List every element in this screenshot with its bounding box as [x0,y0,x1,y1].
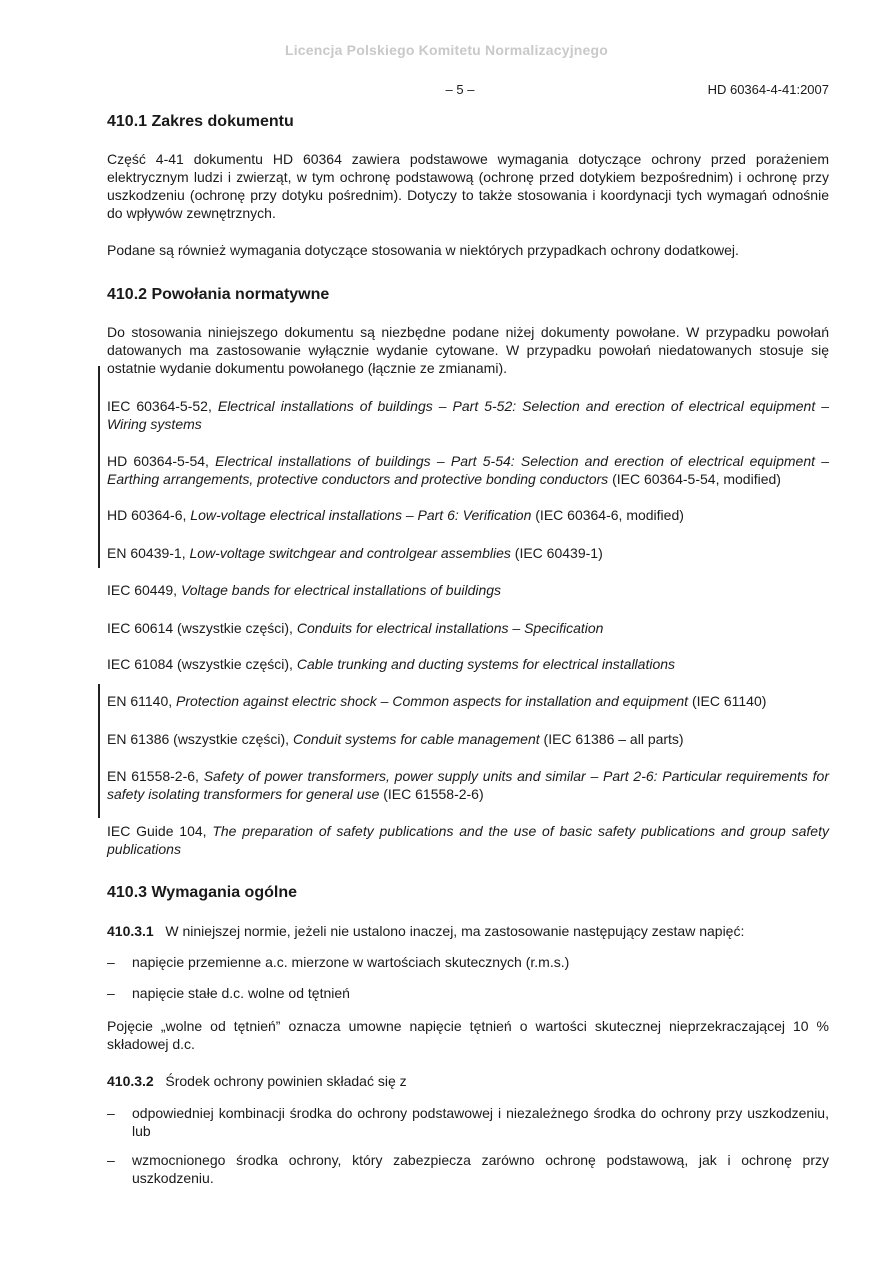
reference-item [107,506,829,524]
ref-suffix: (IEC 60364-5-54, modified) [608,471,781,487]
clause-number: 410.3.1 [107,923,154,939]
watermark: Licencja Polskiego Komitetu Normalizacyjnego [284,42,609,58]
dash: – [107,1152,115,1168]
document-id: HD 60364-4-41:2007 [707,82,829,97]
ref-title: Electrical installations of buildings – Part 5-54: Selection and erection of electrical equipment – Earthing arrangements, protective conductors and protective bonding conductors [107,453,829,487]
list-item-text: napięcie przemienne a.c. mierzone w wartościach skutecznych (r.m.s.) [132,954,570,970]
dash: – [107,1105,115,1121]
ref-title: Low-voltage switchgear and controlgear assemblies [189,545,511,561]
clause-number: 410.3.2 [107,1073,154,1089]
list-item-text: wzmocnionego środka ochrony, który zabezpiecza zarówno ochronę podstawową, jak i ochronę przy uszkodzeniu. [132,1152,829,1186]
change-bar [98,366,100,568]
paragraph: Do stosowania niniejszego dokumentu są niezbędne podane niżej dokumenty powołane. W przypadku powołań datowanych ma zastosowanie wyłącznie wydanie cytowane. W przypadku powołań niedatowanych stosuje się ostatnie wydanie dokumentu powołanego (łącznie ze zmianami). [107,324,829,376]
clause-text: W niniejszej normie, jeżeli nie ustalono inaczej, ma zastosowanie następujący zestaw napięć: [165,923,745,939]
reference-item [107,692,829,710]
reference-item [107,822,829,858]
ref-suffix: (IEC 60439-1) [510,545,603,561]
reference-item [107,452,829,488]
ref-title: Conduits for electrical installations – Specification [296,620,604,636]
reference-item [107,730,829,748]
paragraph: Część 4-41 dokumentu HD 60364 zawiera podstawowe wymagania dotyczące ochrony przed porażeniem elektrycznym ludzi i zwierząt, w tym ochronę podstawową (ochronę przed dotykiem bezpośrednim) i ochronę przy uszkodzeniu (ochronę przy dotyku pośrednim). Dotyczy to także stosowania i koordynacji tych wymagań odnośnie do wpływów zewnętrznych. [107,151,829,221]
paragraph: Podane są również wymagania dotyczące stosowania w niektórych przypadkach ochrony dodatkowej. [107,242,739,258]
ref-code: EN 61140, [107,693,177,709]
ref-title: Protection against electric shock – Common aspects for installation and equipment [176,693,689,709]
reference-item [107,619,829,637]
ref-suffix: (IEC 60364-6, modified) [531,507,684,523]
reference-item [107,767,829,803]
page-number: – 5 – [445,82,475,97]
section-heading-410-1: 410.1 Zakres dokumentu [107,113,294,130]
ref-title: Low-voltage electrical installations – Part 6: Verification [190,507,532,523]
ref-title: Cable trunking and ducting systems for electrical installations [296,656,676,672]
reference-item [107,544,829,562]
ref-suffix: (IEC 61558-2-6) [379,786,484,802]
ref-title: The preparation of safety publications and the use of basic safety publications and group safety publications [107,823,829,857]
dash: – [107,985,115,1001]
ref-code: IEC 61084 (wszystkie części), [107,656,297,672]
ref-suffix: (IEC 61140) [688,693,767,709]
paragraph: Pojęcie „wolne od tętnień” oznacza umowne napięcie tętnień o wartości skutecznej nieprzekraczającej 10 % składowej d.c. [107,1018,829,1052]
ref-suffix: (IEC 61386 – all parts) [539,731,684,747]
ref-code: IEC 60614 (wszystkie części), [107,620,297,636]
dash: – [107,954,115,970]
ref-title: Electrical installations of buildings – Part 5-52: Selection and erection of electrical equipment – Wiring systems [107,398,829,432]
ref-title: Conduit systems for cable management [292,731,540,747]
ref-code: HD 60364-6, [107,507,191,523]
clause-text: Środek ochrony powinien składać się z [165,1073,407,1089]
ref-code: IEC 60449, [107,582,181,598]
list-item-text: odpowiedniej kombinacji środka do ochrony podstawowej i niezależnego środka do ochrony przy uszkodzeniu, lub [132,1105,829,1139]
ref-title: Voltage bands for electrical installations of buildings [180,582,502,598]
ref-code: HD 60364-5-54, [107,453,216,469]
reference-item [107,655,829,673]
ref-code: IEC Guide 104, [107,823,213,839]
ref-code: IEC 60364-5-52, [107,398,218,414]
ref-code: EN 60439-1, [107,545,190,561]
change-bar [98,684,100,818]
reference-item [107,397,829,433]
clause-410-3-1 [107,922,829,940]
ref-code: EN 61558-2-6, [107,768,204,784]
reference-item [107,581,829,599]
section-heading-410-2: 410.2 Powołania normatywne [107,286,330,303]
section-heading-410-3: 410.3 Wymagania ogólne [107,884,297,901]
ref-code: EN 61386 (wszystkie części), [107,731,293,747]
list-item-text: napięcie stałe d.c. wolne od tętnień [132,985,350,1001]
ref-title: Safety of power transformers, power supply units and similar – Part 2-6: Particular requirements for safety isolating transformers for general use [107,768,829,802]
clause-410-3-2 [107,1072,829,1090]
